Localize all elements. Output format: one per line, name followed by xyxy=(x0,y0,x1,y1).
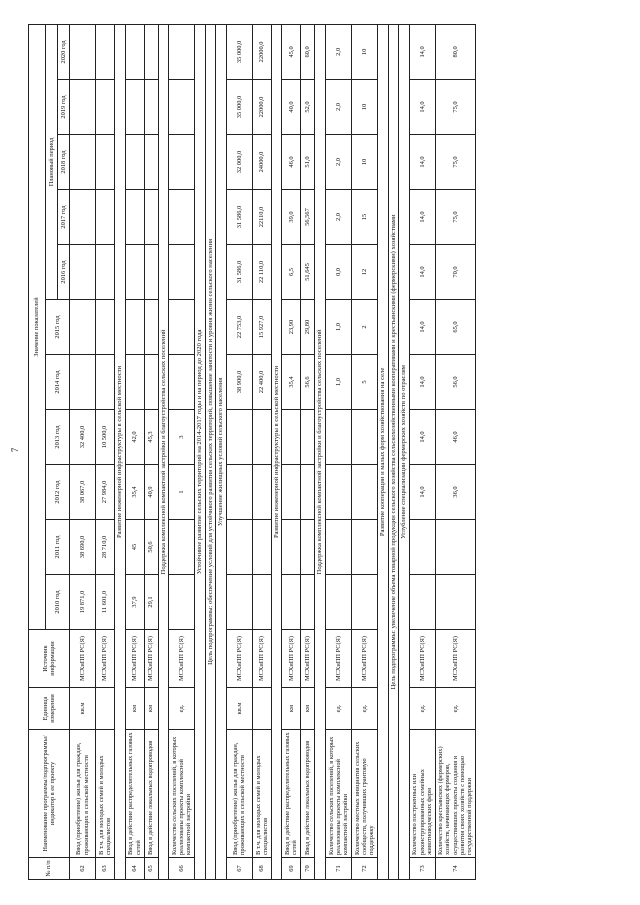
indicator-name: В т.ч. для молодых семей и молодых специалистов xyxy=(252,730,271,858)
value-cell xyxy=(326,520,352,575)
indicator-name: Ввод (приобретение) жилья для граждан, проживающих в сельской местности xyxy=(70,730,96,858)
value-cell xyxy=(435,520,475,575)
unit-cell xyxy=(252,688,271,730)
section-title: Поддержка комплексной компактной застройки и благоустройства сельских поселений xyxy=(158,24,169,879)
unit-cell: км xyxy=(301,688,315,730)
source-cell: МСХиПП РС(Я) xyxy=(125,630,144,688)
header-year: 2015 год xyxy=(46,300,70,355)
value-cell xyxy=(226,465,252,520)
value-cell: 1,0 xyxy=(326,300,352,355)
unit-cell: ед. xyxy=(435,688,475,730)
unit-cell: ед. xyxy=(352,688,378,730)
value-cell xyxy=(169,300,195,355)
value-cell: 1,0 xyxy=(326,355,352,410)
value-cell xyxy=(169,520,195,575)
value-cell xyxy=(226,410,252,465)
value-cell: 38 900,0 xyxy=(226,355,252,410)
value-cell xyxy=(252,575,271,630)
value-cell: 31 586,0 xyxy=(226,245,252,300)
header-num: № п/п xyxy=(29,858,70,880)
table-row xyxy=(435,24,475,879)
value-cell: 35 000,0 xyxy=(226,80,252,135)
value-cell xyxy=(409,575,435,630)
header-year: 2014 год xyxy=(46,355,70,410)
value-cell xyxy=(125,245,144,300)
value-cell xyxy=(70,245,96,300)
value-cell: 22 110,0 xyxy=(252,245,271,300)
source-cell: МСХиПП РС(Я) xyxy=(352,630,378,688)
value-cell xyxy=(352,465,378,520)
value-cell: 2,0 xyxy=(326,80,352,135)
header-year: 2010 год xyxy=(46,575,70,630)
value-cell xyxy=(125,24,144,79)
value-cell xyxy=(352,575,378,630)
table-row xyxy=(169,24,195,879)
value-cell: 38 690,0 xyxy=(70,520,96,575)
section-title: Цель подпрограммы: увеличение объема товарной продукции сельского хозяйства сельскохозяйственными кооперативами и крестьянскими (фермерскими) хозяйствами xyxy=(388,24,399,879)
value-cell: 51,0 xyxy=(301,135,315,190)
table-row xyxy=(326,24,352,879)
value-cell: 14,0 xyxy=(409,300,435,355)
section-row xyxy=(271,24,282,879)
section-title: Цель подпрограммы: обеспечение условий для устойчивого развития сельских территорий, повышение занятости и уровня жизни сельского населения xyxy=(205,24,216,879)
value-cell xyxy=(144,355,158,410)
value-cell: 19 871,0 xyxy=(70,575,96,630)
value-cell: 15 927,0 xyxy=(252,300,271,355)
value-cell xyxy=(144,190,158,245)
value-cell: 36,0 xyxy=(435,465,475,520)
value-cell xyxy=(144,245,158,300)
table-row xyxy=(282,24,301,879)
value-cell xyxy=(96,355,115,410)
section-title: Развитие инженерной инфраструктуры в сельской местности xyxy=(271,24,282,879)
value-cell: 2 xyxy=(352,300,378,355)
value-cell xyxy=(70,135,96,190)
source-cell: МСХиПП РС(Я) xyxy=(144,630,158,688)
header-year: 2011 год xyxy=(46,520,70,575)
value-cell xyxy=(169,575,195,630)
indicator-name: Количество сельских поселений, в которых реализованы проекты комплексной компактной застройки xyxy=(169,730,195,858)
value-cell: 35,4 xyxy=(125,465,144,520)
section-row xyxy=(158,24,169,879)
source-cell: МСХиПП РС(Я) xyxy=(301,630,315,688)
value-cell: 32 000,0 xyxy=(226,135,252,190)
value-cell xyxy=(301,575,315,630)
indicator-name: Ввод в действие распределительных газовых сетей xyxy=(282,730,301,858)
value-cell xyxy=(169,190,195,245)
row-number: 68 xyxy=(252,858,271,880)
value-cell xyxy=(144,135,158,190)
header-year: 2012 год xyxy=(46,465,70,520)
section-row xyxy=(399,24,410,879)
value-cell xyxy=(125,80,144,135)
header-year: 2018 год xyxy=(58,135,70,190)
value-cell xyxy=(326,575,352,630)
value-cell: 24000,0 xyxy=(252,135,271,190)
row-number: 71 xyxy=(326,858,352,880)
indicators-table xyxy=(28,24,476,880)
unit-cell: ед. xyxy=(326,688,352,730)
value-cell xyxy=(282,520,301,575)
value-cell: 40,0 xyxy=(282,80,301,135)
value-cell: 51,645 xyxy=(301,245,315,300)
row-number: 72 xyxy=(352,858,378,880)
value-cell: 45,3 xyxy=(144,410,158,465)
value-cell xyxy=(125,355,144,410)
value-cell: 14,0 xyxy=(409,80,435,135)
value-cell xyxy=(144,24,158,79)
value-cell xyxy=(226,575,252,630)
value-cell: 2,0 xyxy=(326,135,352,190)
value-cell: 10 xyxy=(352,135,378,190)
value-cell xyxy=(409,520,435,575)
value-cell: 14,0 xyxy=(409,410,435,465)
table-row xyxy=(70,24,96,879)
value-cell: 22110,0 xyxy=(252,190,271,245)
row-number: 63 xyxy=(96,858,115,880)
value-cell: 14,0 xyxy=(409,465,435,520)
source-cell: МСХиПП РС(Я) xyxy=(169,630,195,688)
header-source: Источник информации xyxy=(29,630,70,688)
table-row xyxy=(301,24,315,879)
value-cell: 0,0 xyxy=(326,245,352,300)
value-cell: 10 xyxy=(352,80,378,135)
value-cell xyxy=(169,80,195,135)
table-row xyxy=(409,24,435,879)
header-year: 2016 год xyxy=(58,245,70,300)
header-year: 2020 год xyxy=(58,24,70,79)
row-number: 67 xyxy=(226,858,252,880)
value-cell: 75,0 xyxy=(435,190,475,245)
source-cell: МСХиПП РС(Я) xyxy=(282,630,301,688)
indicator-name: Ввод в действие распределительных газовых сетей xyxy=(125,730,144,858)
value-cell: 1 xyxy=(169,465,195,520)
value-cell xyxy=(435,575,475,630)
value-cell: 2,0 xyxy=(326,24,352,79)
section-row xyxy=(115,24,126,879)
value-cell xyxy=(144,80,158,135)
value-cell xyxy=(169,355,195,410)
row-number: 65 xyxy=(144,858,158,880)
value-cell: 22 753,0 xyxy=(226,300,252,355)
value-cell xyxy=(125,190,144,245)
value-cell: 56,567 xyxy=(301,190,315,245)
row-number: 70 xyxy=(301,858,315,880)
value-cell xyxy=(169,24,195,79)
row-number: 73 xyxy=(409,858,435,880)
value-cell xyxy=(282,410,301,465)
table-row xyxy=(226,24,252,879)
unit-cell xyxy=(96,688,115,730)
value-cell: 15 xyxy=(352,190,378,245)
value-cell: 39,0 xyxy=(282,190,301,245)
section-row xyxy=(388,24,399,879)
value-cell xyxy=(326,410,352,465)
value-cell: 28 710,0 xyxy=(96,520,115,575)
value-cell: 3 xyxy=(169,410,195,465)
value-cell xyxy=(352,520,378,575)
value-cell xyxy=(96,190,115,245)
value-cell: 22000,0 xyxy=(252,80,271,135)
value-cell: 80,0 xyxy=(435,24,475,79)
source-cell: МСХиПП РС(Я) xyxy=(96,630,115,688)
value-cell xyxy=(226,520,252,575)
value-cell: 46,0 xyxy=(282,135,301,190)
row-number: 62 xyxy=(70,858,96,880)
header-values-group: Значение показателей xyxy=(29,24,46,629)
header-name: Наименование программы/подпрограммы/индикатор в ее проекту xyxy=(29,730,70,858)
value-cell: 14,0 xyxy=(409,355,435,410)
value-cell xyxy=(70,300,96,355)
value-cell: 52,0 xyxy=(301,80,315,135)
table-body xyxy=(70,24,476,879)
value-cell xyxy=(252,520,271,575)
unit-cell: ед. xyxy=(409,688,435,730)
value-cell xyxy=(301,410,315,465)
value-cell xyxy=(125,135,144,190)
value-cell xyxy=(352,410,378,465)
value-cell: 35,4 xyxy=(282,355,301,410)
section-title: Развитие инженерной инфраструктуры в сельской местности xyxy=(115,24,126,879)
unit-cell: кв.м xyxy=(226,688,252,730)
value-cell: 46,0 xyxy=(435,410,475,465)
header-year: 2013 год xyxy=(46,410,70,465)
value-cell xyxy=(252,465,271,520)
value-cell xyxy=(301,465,315,520)
section-row xyxy=(216,24,227,879)
row-number: 69 xyxy=(282,858,301,880)
section-title: Поддержка комплексной компактной застройки и благоустройства сельских поселений xyxy=(315,24,326,879)
value-cell xyxy=(70,355,96,410)
table-row xyxy=(144,24,158,879)
value-cell: 27 984,0 xyxy=(96,465,115,520)
value-cell: 60,0 xyxy=(301,24,315,79)
indicator-name: В т.ч. для молодых семей и молодых специалистов xyxy=(96,730,115,858)
source-cell: МСХиПП РС(Я) xyxy=(435,630,475,688)
value-cell: 70,0 xyxy=(435,245,475,300)
indicator-name: Количество крестьянских (фермерских) хозяйств, начинающих фермеров, осуществивших проекты создания и развития своих хозяйств с помощью государственной поддержки xyxy=(435,730,475,858)
value-cell xyxy=(252,410,271,465)
indicator-name: Количество сельских поселений, в которых реализованы проекты комплексной компактной застройки xyxy=(326,730,352,858)
value-cell xyxy=(282,575,301,630)
value-cell xyxy=(144,300,158,355)
value-cell: 45,0 xyxy=(282,24,301,79)
section-row xyxy=(315,24,326,879)
value-cell: 75,0 xyxy=(435,135,475,190)
value-cell xyxy=(70,80,96,135)
value-cell xyxy=(301,520,315,575)
value-cell: 40,9 xyxy=(144,465,158,520)
value-cell: 23,90 xyxy=(282,300,301,355)
value-cell xyxy=(96,24,115,79)
table-row xyxy=(352,24,378,879)
unit-cell: ед. xyxy=(169,688,195,730)
source-cell: МСХиПП РС(Я) xyxy=(326,630,352,688)
unit-cell: км xyxy=(144,688,158,730)
value-cell: 35 000,0 xyxy=(226,24,252,79)
value-cell: 22 400,0 xyxy=(252,355,271,410)
header-year: 2017 год xyxy=(58,190,70,245)
section-row xyxy=(195,24,206,879)
page-number: 7 xyxy=(10,447,20,453)
header-planned-period: Плановый период xyxy=(46,24,58,299)
value-cell xyxy=(70,24,96,79)
value-cell: 10 xyxy=(352,24,378,79)
source-cell: МСХиПП РС(Я) xyxy=(252,630,271,688)
value-cell xyxy=(169,245,195,300)
value-cell: 29,80 xyxy=(301,300,315,355)
indicator-name: Количество построенных или реконструированных семейных животноводческих ферм xyxy=(409,730,435,858)
section-title: Развитие кооперации и малых форм хозяйствования на селе xyxy=(378,24,389,879)
table-row xyxy=(252,24,271,879)
value-cell: 38 067,0 xyxy=(70,465,96,520)
source-cell: МСХиПП РС(Я) xyxy=(409,630,435,688)
header-year: 2019 год xyxy=(58,80,70,135)
row-number: 74 xyxy=(435,858,475,880)
value-cell: 2,0 xyxy=(326,190,352,245)
header-unit: Единица измерения xyxy=(29,688,70,730)
value-cell xyxy=(282,465,301,520)
source-cell: МСХиПП РС(Я) xyxy=(226,630,252,688)
value-cell: 56,0 xyxy=(435,355,475,410)
source-cell: МСХиПП РС(Я) xyxy=(70,630,96,688)
value-cell: 14,0 xyxy=(409,245,435,300)
value-cell: 22000,0 xyxy=(252,24,271,79)
value-cell: 10 500,0 xyxy=(96,410,115,465)
value-cell: 50,6 xyxy=(144,520,158,575)
value-cell: 42,0 xyxy=(125,410,144,465)
section-title: Углубление специализации фермерских хозяйств по отраслям xyxy=(399,24,410,879)
indicator-name: Ввод в действие локальных водопроводов xyxy=(301,730,315,858)
value-cell: 14,0 xyxy=(409,190,435,245)
value-cell xyxy=(169,135,195,190)
table-row xyxy=(125,24,144,879)
table-row xyxy=(96,24,115,879)
indicator-name: Ввод (приобретение) жилья для граждан, проживающих в сельской местности xyxy=(226,730,252,858)
value-cell: 45 xyxy=(125,520,144,575)
value-cell: 6,5 xyxy=(282,245,301,300)
unit-cell: км xyxy=(282,688,301,730)
value-cell xyxy=(96,135,115,190)
value-cell: 31 586,0 xyxy=(226,190,252,245)
value-cell: 37,9 xyxy=(125,575,144,630)
value-cell xyxy=(70,190,96,245)
value-cell: 14,0 xyxy=(409,135,435,190)
unit-cell: км xyxy=(125,688,144,730)
section-row xyxy=(205,24,216,879)
value-cell: 29,1 xyxy=(144,575,158,630)
section-title: Улучшение жилищных условий сельского населения xyxy=(216,24,227,879)
indicator-name: Количество местных инициатив сельских сообществ, получивших грантовую поддержку xyxy=(352,730,378,858)
indicator-name: Ввод в действие локальных водопроводов xyxy=(144,730,158,858)
value-cell xyxy=(326,465,352,520)
value-cell: 5 xyxy=(352,355,378,410)
value-cell: 32 400,0 xyxy=(70,410,96,465)
value-cell xyxy=(96,80,115,135)
value-cell: 75,0 xyxy=(435,80,475,135)
value-cell: 14,0 xyxy=(409,24,435,79)
unit-cell: кв.м xyxy=(70,688,96,730)
value-cell xyxy=(125,300,144,355)
row-number: 66 xyxy=(169,858,195,880)
value-cell: 11 601,0 xyxy=(96,575,115,630)
section-row xyxy=(378,24,389,879)
value-cell xyxy=(96,245,115,300)
value-cell xyxy=(96,300,115,355)
value-cell: 56,6 xyxy=(301,355,315,410)
row-number: 64 xyxy=(125,858,144,880)
section-title: Устойчивое развитие сельских территорий на 2014-2017 годы и на период до 2020 года xyxy=(195,24,206,879)
value-cell: 12 xyxy=(352,245,378,300)
value-cell: 65,0 xyxy=(435,300,475,355)
